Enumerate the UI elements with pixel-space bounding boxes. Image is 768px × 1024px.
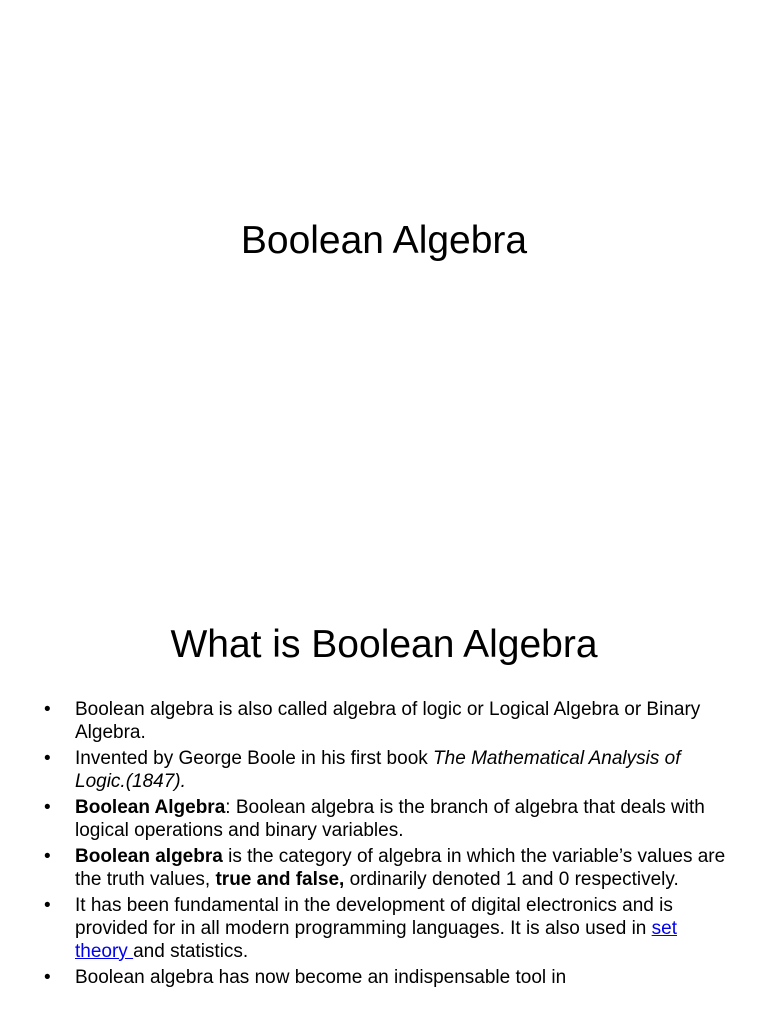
bullet-text: Invented by George Boole in his first book: [75, 748, 434, 769]
content-slide: [0, 576, 768, 1024]
bullet-item-applications: [0, 894, 768, 963]
slide-heading: What is Boolean Algebra: [170, 623, 598, 666]
term-bold: Boolean Algebra: [75, 797, 226, 818]
set-theory-link[interactable]: set theory: [75, 918, 678, 962]
bullet-text: Boolean algebra is also called algebra of logic or Logical Algebra or Binary Algebra.: [75, 699, 701, 743]
book-title: The Mathematical Analysis of Logic.(1847).: [75, 748, 681, 792]
bullet-marker: •: [44, 895, 51, 916]
bullet-item-inventor: [0, 747, 768, 793]
bullet-item-definition: [0, 796, 768, 842]
bullet-list: [0, 698, 768, 992]
bullet-marker: •: [44, 797, 51, 818]
bullet-marker: •: [44, 748, 51, 769]
bullet-item-tool: [0, 966, 768, 989]
bullet-marker: •: [44, 967, 51, 988]
bullet-item-alias: [0, 698, 768, 744]
bullet-text: : Boolean algebra is the branch of algebra that deals with logical operations and binary variables.: [75, 797, 705, 841]
bullet-text-end: and statistics.: [133, 941, 249, 962]
bullet-marker: •: [44, 846, 51, 867]
term-bold: Boolean algebra: [75, 846, 223, 867]
bullet-text: It has been fundamental in the development of digital electronics and is provided for in all modern programming languages. It is also used in: [75, 895, 673, 939]
bullet-text: is the category of algebra in which the variable’s values are the truth values,: [75, 846, 726, 890]
bullet-text: Boolean algebra has now become an indispensable tool in: [75, 967, 567, 988]
bullet-text-end: ordinarily denoted 1 and 0 respectively.: [344, 869, 679, 890]
bullet-item-category: [0, 845, 768, 891]
truth-values-bold: true and false,: [215, 869, 345, 890]
slide-title: Boolean Algebra: [240, 219, 528, 262]
bullet-marker: •: [44, 699, 51, 720]
